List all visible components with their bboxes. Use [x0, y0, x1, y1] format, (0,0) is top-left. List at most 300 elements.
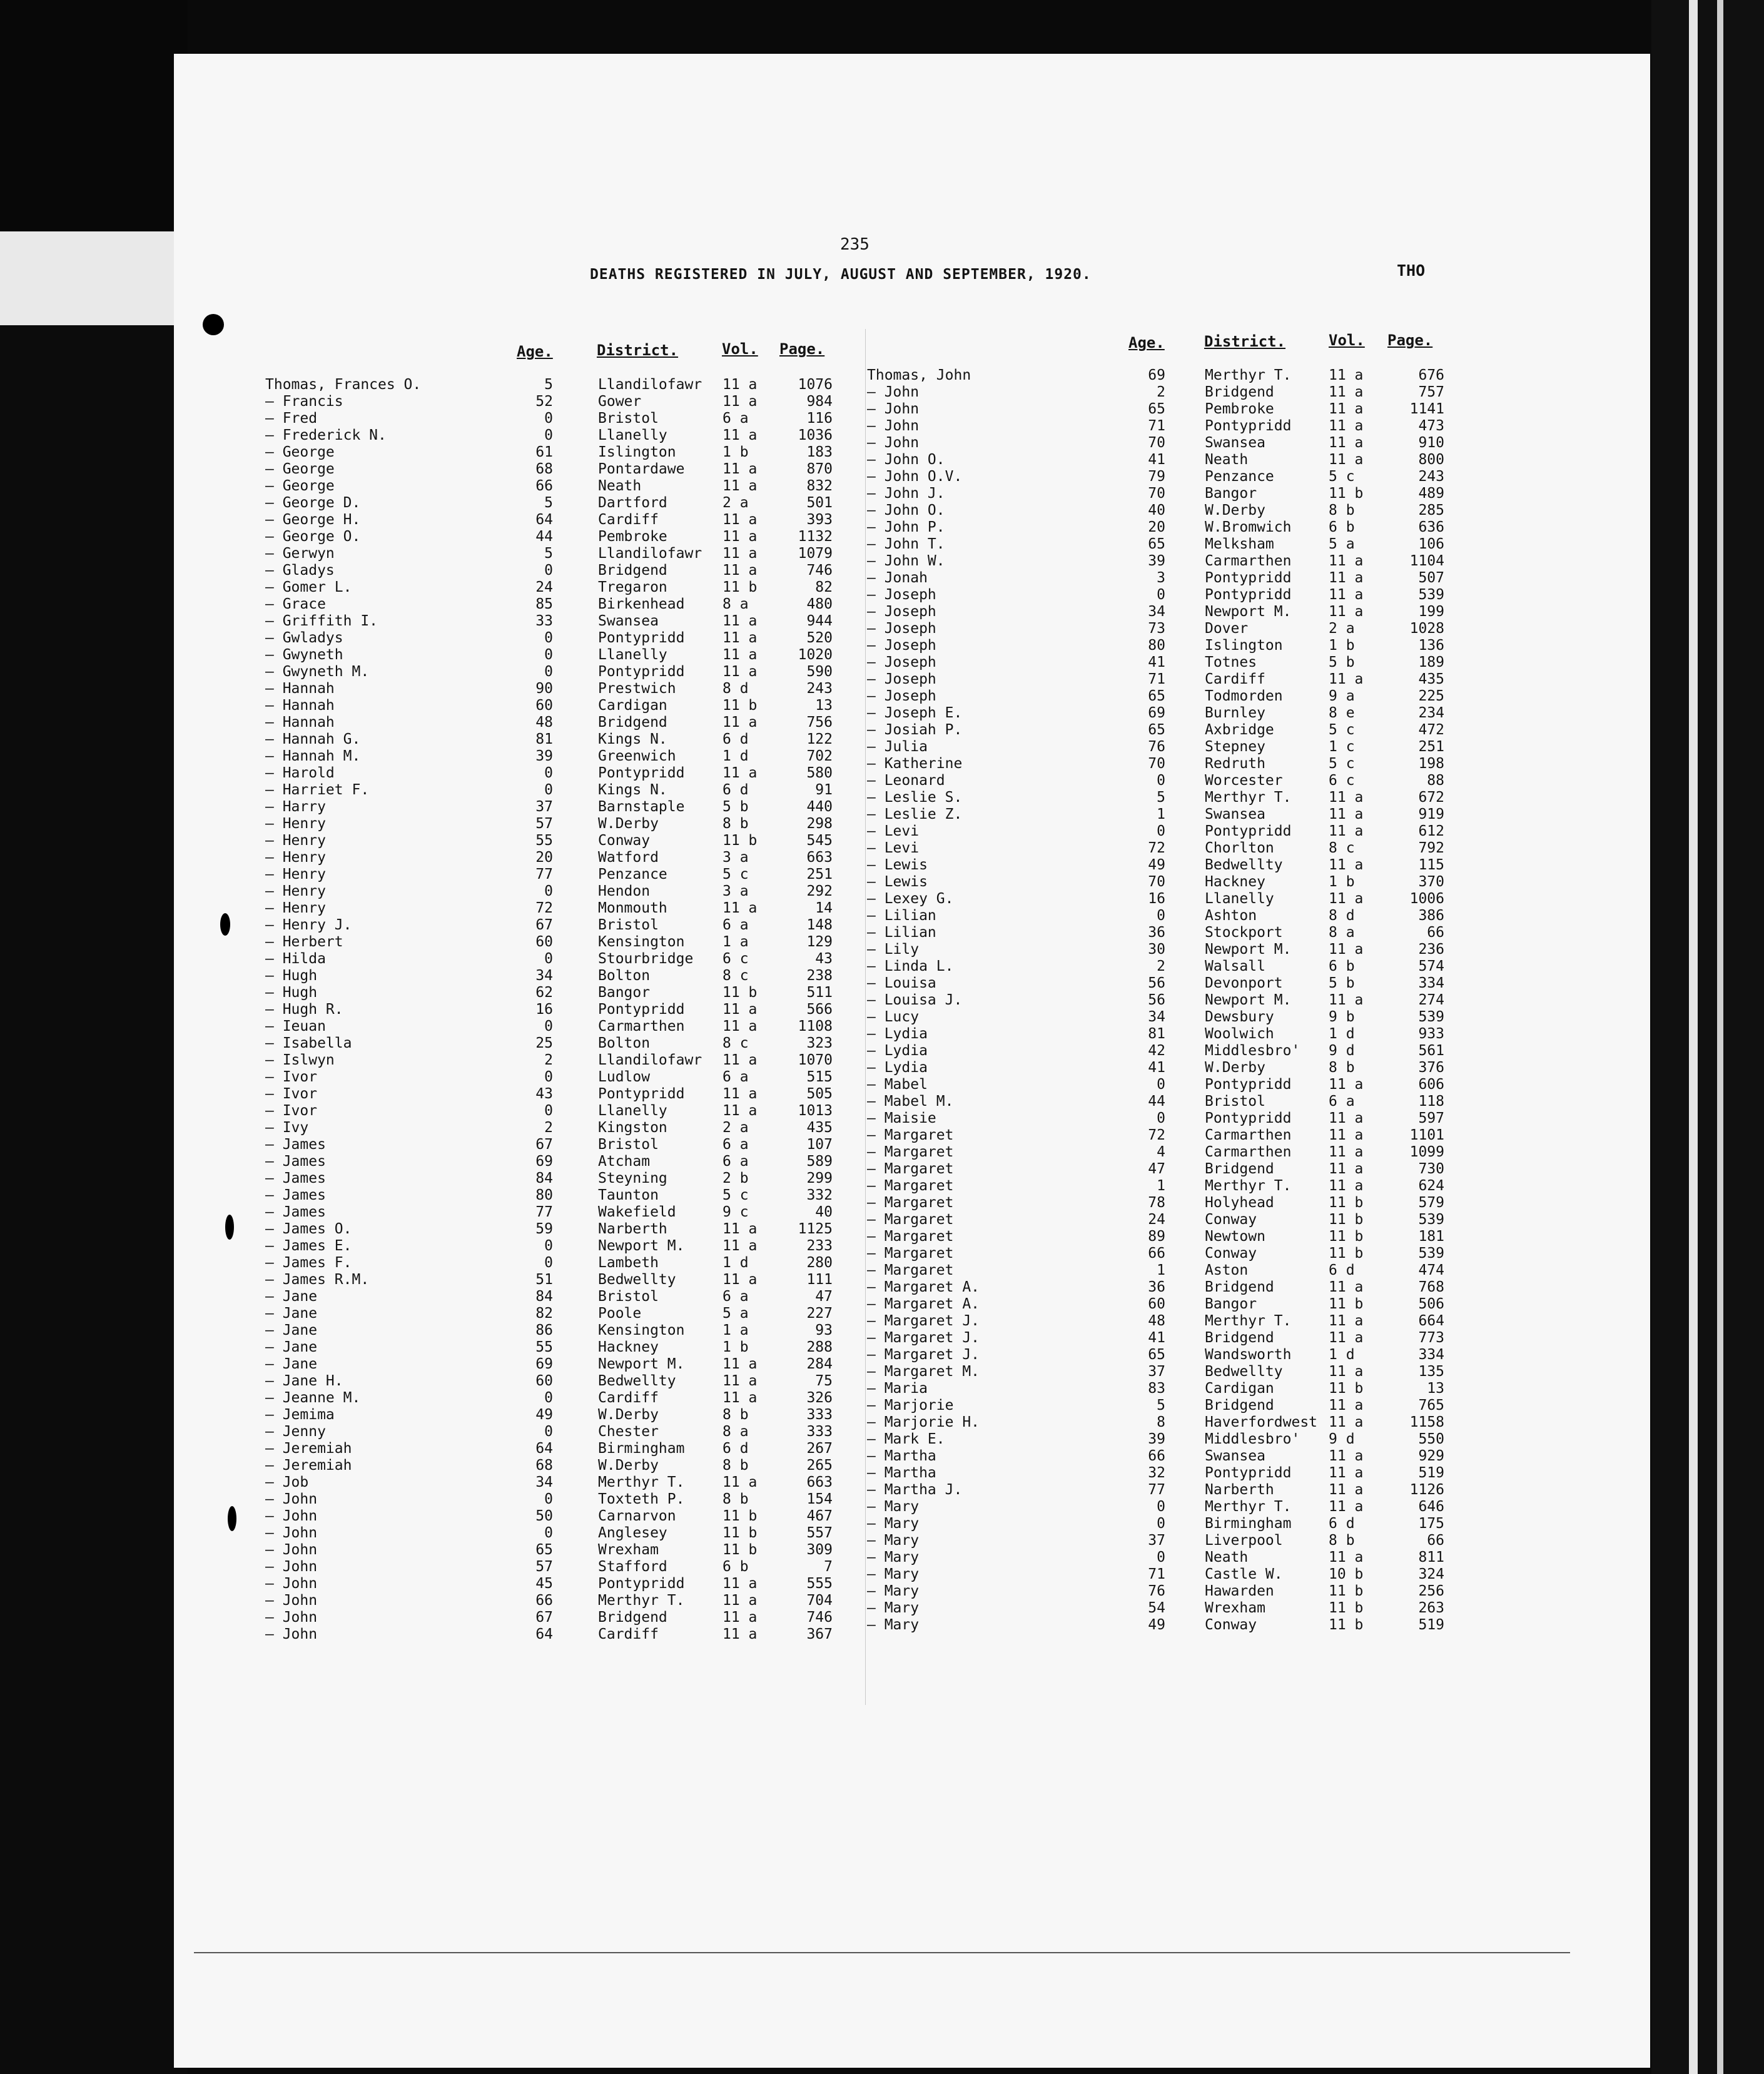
- entry-page: 13: [815, 697, 833, 714]
- entry-age: 2: [544, 1052, 553, 1068]
- punch-hole: [225, 1215, 234, 1240]
- entry-district: Carmarthen: [1205, 553, 1292, 569]
- entry-district: Bridgend: [1205, 1161, 1274, 1177]
- entry-page: 309: [806, 1542, 833, 1558]
- bottom-rule: [194, 1952, 1570, 1953]
- entry-district: Pembroke: [598, 529, 667, 545]
- entry-age: 16: [535, 1001, 553, 1018]
- entry-page: 467: [806, 1508, 833, 1524]
- entry-vol: 11 b: [722, 1508, 758, 1524]
- entry-page: 511: [806, 984, 833, 1001]
- entry-age: 2: [544, 1120, 553, 1136]
- entry-name: — James: [265, 1204, 326, 1220]
- entry-page: 612: [1418, 823, 1444, 839]
- entry-page: 1099: [1409, 1144, 1444, 1160]
- entry-name: — Henry: [265, 900, 326, 916]
- entry-name: — Margaret: [867, 1144, 954, 1160]
- entry-vol: 11 a: [1329, 1465, 1364, 1481]
- punch-hole: [228, 1506, 236, 1531]
- entry-vol: 5 b: [1329, 654, 1355, 670]
- entry-name: — John: [265, 1576, 318, 1592]
- entry-vol: 5 a: [722, 1305, 749, 1322]
- entry-page: 14: [815, 900, 833, 916]
- entry-age: 0: [544, 562, 553, 579]
- entry-district: Conway: [1205, 1212, 1257, 1228]
- entry-district: Bedwellty: [598, 1373, 676, 1389]
- entry-name: — Ivy: [265, 1120, 309, 1136]
- entry-age: 70: [1148, 756, 1165, 772]
- entry-name: — Francis: [265, 393, 343, 410]
- entry-name: — Lydia: [867, 1060, 928, 1076]
- entry-age: 90: [535, 680, 553, 697]
- entry-district: Liverpool: [1205, 1532, 1283, 1549]
- entry-age: 8: [1157, 1414, 1165, 1430]
- entry-age: 0: [544, 1424, 553, 1440]
- entry-page: 489: [1418, 485, 1444, 502]
- entry-page: 435: [806, 1120, 833, 1136]
- entry-age: 0: [544, 1103, 553, 1119]
- entry-name: — Margaret: [867, 1228, 954, 1245]
- entry-vol: 11 a: [1329, 1127, 1364, 1143]
- entry-page: 646: [1418, 1499, 1444, 1515]
- entry-vol: 11 a: [1329, 823, 1364, 839]
- entry-district: Penzance: [1205, 468, 1274, 485]
- entry-age: 0: [544, 664, 553, 680]
- entry-vol: 9 d: [1329, 1431, 1355, 1447]
- entry-vol: 11 a: [722, 630, 758, 646]
- entry-vol: 11 a: [1329, 1144, 1364, 1160]
- entry-vol: 11 a: [1329, 1178, 1364, 1194]
- entry-district: Penzance: [598, 866, 667, 883]
- entry-vol: 11 b: [1329, 1380, 1364, 1397]
- entry-name: — Margaret: [867, 1195, 954, 1211]
- entry-name: — Griffith I.: [265, 613, 378, 629]
- entry-age: 0: [1157, 772, 1165, 789]
- entry-age: 69: [535, 1356, 553, 1372]
- entry-age: 50: [535, 1508, 553, 1524]
- entry-page: 88: [1427, 772, 1444, 789]
- entry-vol: 6 a: [722, 410, 749, 427]
- entry-district: Hendon: [598, 883, 651, 899]
- entry-page: 43: [815, 951, 833, 967]
- entry-district: Stafford: [598, 1559, 667, 1575]
- header-district: District.: [597, 341, 679, 359]
- entry-district: Poole: [598, 1305, 642, 1322]
- entry-age: 66: [535, 1592, 553, 1609]
- entry-page: 198: [1418, 756, 1444, 772]
- entry-age: 60: [535, 934, 553, 950]
- entry-page: 1028: [1409, 620, 1444, 637]
- entry-page: 579: [1418, 1195, 1444, 1211]
- entry-district: Bristol: [1205, 1093, 1265, 1110]
- entry-age: 67: [535, 1609, 553, 1626]
- entry-district: Bangor: [1205, 1296, 1257, 1312]
- entry-page: 334: [1418, 1347, 1444, 1363]
- entry-page: 1108: [798, 1018, 833, 1034]
- entry-name: — Jonah: [867, 570, 928, 586]
- entry-district: Carmarthen: [1205, 1144, 1292, 1160]
- entry-district: Llandilofawr: [598, 1052, 702, 1068]
- entry-name: Thomas, Frances O.: [265, 377, 422, 393]
- entry-name: — John: [265, 1491, 318, 1507]
- entry-vol: 11 a: [722, 1086, 758, 1102]
- entry-page: 539: [1418, 1245, 1444, 1262]
- entry-name: — Henry J.: [265, 917, 352, 933]
- entry-name: — John: [265, 1542, 318, 1558]
- entry-age: 60: [535, 1373, 553, 1389]
- entry-vol: 11 a: [722, 1238, 758, 1254]
- entry-district: Middlesbro': [1205, 1431, 1300, 1447]
- entry-district: Chorlton: [1205, 840, 1274, 856]
- entry-name: — George O.: [265, 529, 361, 545]
- entry-page: 135: [1418, 1363, 1444, 1380]
- entry-age: 34: [535, 968, 553, 984]
- entry-vol: 11 b: [1329, 1212, 1364, 1228]
- entry-district: Newport M.: [1205, 992, 1292, 1008]
- entry-vol: 11 a: [1329, 1363, 1364, 1380]
- entry-name: — Joseph: [867, 688, 936, 704]
- entry-name: — Jeremiah: [265, 1440, 352, 1457]
- entry-name: — Gwyneth: [265, 647, 343, 663]
- entry-age: 66: [1148, 1245, 1165, 1262]
- entry-name: — Gomer L.: [265, 579, 352, 595]
- entry-name: — Margaret J.: [867, 1347, 980, 1363]
- entry-name: — Mary: [867, 1549, 920, 1566]
- entry-vol: 11 a: [722, 647, 758, 663]
- entry-vol: 8 c: [722, 1035, 749, 1051]
- entry-vol: 8 b: [722, 1407, 749, 1423]
- entry-page: 515: [806, 1069, 833, 1085]
- entry-name: — John O.V.: [867, 468, 963, 485]
- entry-age: 33: [535, 613, 553, 629]
- entry-page: 746: [806, 562, 833, 579]
- entry-page: 1036: [798, 427, 833, 443]
- entry-page: 440: [806, 799, 833, 815]
- entry-age: 64: [535, 1440, 553, 1457]
- entry-district: Pontypridd: [598, 630, 685, 646]
- entry-age: 41: [1148, 1060, 1165, 1076]
- entry-name: — Margaret J.: [867, 1313, 980, 1329]
- entry-district: Bridgend: [598, 714, 667, 731]
- entry-name: — John: [265, 1592, 318, 1609]
- entry-name: — Mary: [867, 1583, 920, 1599]
- entry-name: — John J.: [867, 485, 945, 502]
- entry-page: 730: [1418, 1161, 1444, 1177]
- entry-district: Kensington: [598, 934, 685, 950]
- entry-age: 0: [544, 410, 553, 427]
- entry-name: — Hannah G.: [265, 731, 361, 747]
- entry-age: 16: [1148, 891, 1165, 907]
- entry-name: Thomas, John: [867, 367, 971, 383]
- entry-district: Birmingham: [1205, 1515, 1292, 1532]
- entry-district: Bridgend: [1205, 1279, 1274, 1295]
- entry-name: — Jane: [265, 1339, 318, 1355]
- entry-district: Merthyr T.: [1205, 1499, 1292, 1515]
- entry-district: Neath: [1205, 1549, 1249, 1566]
- entry-age: 47: [1148, 1161, 1165, 1177]
- entry-vol: 11 b: [1329, 1228, 1364, 1245]
- entry-page: 597: [1418, 1110, 1444, 1126]
- entry-name: — Jane: [265, 1288, 318, 1305]
- entry-name: — John W.: [867, 553, 945, 569]
- entry-vol: 11 a: [1329, 992, 1364, 1008]
- entry-name: — Josiah P.: [867, 722, 963, 738]
- entry-age: 36: [1148, 924, 1165, 941]
- entry-age: 65: [1148, 536, 1165, 552]
- entry-age: 5: [544, 495, 553, 511]
- entry-page: 386: [1418, 908, 1444, 924]
- entry-district: Merthyr T.: [598, 1592, 685, 1609]
- entry-vol: 3 a: [722, 849, 749, 866]
- entry-vol: 11 a: [722, 900, 758, 916]
- entry-page: 933: [1418, 1026, 1444, 1042]
- entry-name: — Mary: [867, 1515, 920, 1532]
- entry-page: 175: [1418, 1515, 1444, 1532]
- entry-page: 106: [1418, 536, 1444, 552]
- entry-name: — Isabella: [265, 1035, 352, 1051]
- entry-age: 0: [1157, 587, 1165, 603]
- entry-age: 65: [1148, 401, 1165, 417]
- entry-page: 267: [806, 1440, 833, 1457]
- entry-name: — Job: [265, 1474, 309, 1490]
- entry-age: 81: [1148, 1026, 1165, 1042]
- entry-age: 34: [1148, 1009, 1165, 1025]
- entry-page: 1132: [798, 529, 833, 545]
- entry-page: 539: [1418, 587, 1444, 603]
- entry-district: Hawarden: [1205, 1583, 1274, 1599]
- entry-vol: 11 a: [1329, 857, 1364, 873]
- entry-age: 72: [1148, 1127, 1165, 1143]
- entry-name: — Maria: [867, 1380, 928, 1397]
- entry-vol: 6 b: [1329, 519, 1355, 535]
- entry-age: 69: [535, 1153, 553, 1170]
- entry-district: Bangor: [598, 984, 651, 1001]
- entry-district: Kingston: [598, 1120, 667, 1136]
- entry-name: — John: [265, 1626, 318, 1642]
- entry-name: — Hannah M.: [265, 748, 361, 764]
- entry-page: 91: [815, 782, 833, 798]
- entry-age: 0: [544, 951, 553, 967]
- entry-age: 0: [544, 630, 553, 646]
- entry-name: — Harriet F.: [265, 782, 370, 798]
- entry-page: 557: [806, 1525, 833, 1541]
- entry-name: — John: [867, 384, 920, 400]
- entry-page: 118: [1418, 1093, 1444, 1110]
- entry-page: 225: [1418, 688, 1444, 704]
- entry-page: 507: [1418, 570, 1444, 586]
- entry-vol: 8 e: [1329, 705, 1355, 721]
- entry-name: — John: [867, 418, 920, 434]
- entry-age: 39: [1148, 553, 1165, 569]
- entry-vol: 6 d: [1329, 1515, 1355, 1532]
- entry-vol: 11 b: [722, 579, 758, 595]
- entry-vol: 11 a: [722, 1592, 758, 1609]
- entry-page: 792: [1418, 840, 1444, 856]
- entry-name: — Frederick N.: [265, 427, 387, 443]
- entry-page: 189: [1418, 654, 1444, 670]
- entry-district: Carmarthen: [598, 1018, 685, 1034]
- entry-vol: 11 a: [1329, 789, 1364, 806]
- entry-age: 60: [1148, 1296, 1165, 1312]
- entry-age: 80: [1148, 637, 1165, 654]
- entry-age: 4: [1157, 1144, 1165, 1160]
- entry-page: 1126: [1409, 1482, 1444, 1498]
- entry-age: 34: [535, 1474, 553, 1490]
- entry-age: 24: [1148, 1212, 1165, 1228]
- entry-district: Burnley: [1205, 705, 1265, 721]
- entry-page: 236: [1418, 941, 1444, 958]
- entry-name: — John T.: [867, 536, 945, 552]
- entry-district: W.Derby: [598, 1457, 659, 1474]
- entry-district: Bristol: [598, 917, 659, 933]
- entry-name: — Mary: [867, 1499, 920, 1515]
- entry-vol: 8 b: [1329, 1060, 1355, 1076]
- entry-vol: 11 a: [1329, 1313, 1364, 1329]
- entry-district: Swansea: [598, 613, 659, 629]
- entry-district: Wakefield: [598, 1204, 676, 1220]
- entry-name: — Joseph: [867, 587, 936, 603]
- entry-name: — Margaret: [867, 1245, 954, 1262]
- entry-age: 76: [1148, 1583, 1165, 1599]
- entry-age: 1: [1157, 1178, 1165, 1194]
- entry-district: Cardigan: [1205, 1380, 1274, 1397]
- entry-age: 64: [535, 1626, 553, 1642]
- entry-name: — Jeremiah: [265, 1457, 352, 1474]
- scan-border-left-band: [0, 231, 188, 325]
- entry-district: Lambeth: [598, 1255, 659, 1271]
- entry-age: 2: [1157, 958, 1165, 974]
- entry-age: 70: [1148, 485, 1165, 502]
- entry-vol: 5 c: [1329, 722, 1355, 738]
- entry-district: Chester: [598, 1424, 659, 1440]
- entry-vol: 8 c: [722, 968, 749, 984]
- entry-vol: 11 a: [722, 1373, 758, 1389]
- entry-district: Swansea: [1205, 1448, 1265, 1464]
- header-district: District.: [1204, 333, 1286, 350]
- entry-page: 870: [806, 461, 833, 477]
- entry-page: 561: [1418, 1043, 1444, 1059]
- header-page: Page.: [1387, 331, 1433, 349]
- entry-page: 256: [1418, 1583, 1444, 1599]
- entry-name: — Joseph: [867, 637, 936, 654]
- header-page: Page.: [779, 340, 825, 358]
- entry-age: 44: [535, 529, 553, 545]
- entry-name: — Mark E.: [867, 1431, 945, 1447]
- entry-district: Bedwellty: [598, 1272, 676, 1288]
- entry-name: — Marjorie H.: [867, 1414, 980, 1430]
- entry-page: 539: [1418, 1009, 1444, 1025]
- entry-age: 0: [1157, 1515, 1165, 1532]
- entry-vol: 8 c: [1329, 840, 1355, 856]
- entry-page: 115: [1418, 857, 1444, 873]
- entry-district: Newport M.: [1205, 604, 1292, 620]
- entry-vol: 6 a: [1329, 1093, 1355, 1110]
- entry-page: 263: [1418, 1600, 1444, 1616]
- entry-district: Pontypridd: [1205, 418, 1292, 434]
- entry-page: 280: [806, 1255, 833, 1271]
- entry-vol: 11 a: [1329, 671, 1364, 687]
- entry-vol: 11 a: [1329, 1161, 1364, 1177]
- entry-vol: 11 a: [1329, 1110, 1364, 1126]
- entry-page: 473: [1418, 418, 1444, 434]
- entry-district: Devonport: [1205, 975, 1283, 991]
- entry-age: 65: [535, 1542, 553, 1558]
- entry-vol: 1 d: [1329, 1347, 1355, 1363]
- entry-page: 506: [1418, 1296, 1444, 1312]
- entry-vol: 1 b: [1329, 637, 1355, 654]
- entry-district: Worcester: [1205, 772, 1283, 789]
- entry-page: 676: [1418, 367, 1444, 383]
- entry-age: 71: [1148, 671, 1165, 687]
- entry-name: — Levi: [867, 840, 920, 856]
- entry-age: 49: [1148, 857, 1165, 873]
- entry-page: 265: [806, 1457, 833, 1474]
- entry-district: Merthyr T.: [1205, 1313, 1292, 1329]
- entry-age: 68: [535, 1457, 553, 1474]
- entry-age: 5: [1157, 789, 1165, 806]
- entry-page: 1076: [798, 377, 833, 393]
- entry-district: W.Derby: [1205, 1060, 1265, 1076]
- entry-district: Cardiff: [598, 1390, 659, 1406]
- entry-district: Bristol: [598, 1136, 659, 1153]
- entry-age: 73: [1148, 620, 1165, 637]
- entry-district: Pontypridd: [598, 765, 685, 781]
- entry-age: 0: [1157, 1110, 1165, 1126]
- entry-district: Middlesbro': [1205, 1043, 1300, 1059]
- entry-age: 0: [544, 1525, 553, 1541]
- entry-name: — Mabel: [867, 1076, 928, 1093]
- entry-district: Melksham: [1205, 536, 1274, 552]
- entry-age: 54: [1148, 1600, 1165, 1616]
- entry-name: — John: [265, 1525, 318, 1541]
- entry-age: 76: [1148, 739, 1165, 755]
- entry-vol: 10 b: [1329, 1566, 1364, 1582]
- entry-district: Conway: [1205, 1245, 1257, 1262]
- entry-page: 474: [1418, 1262, 1444, 1278]
- entry-vol: 11 a: [1329, 1448, 1364, 1464]
- entry-age: 30: [1148, 941, 1165, 958]
- entry-vol: 6 a: [722, 1069, 749, 1085]
- entry-name: — Hannah: [265, 680, 335, 697]
- entry-page: 624: [1418, 1178, 1444, 1194]
- entry-page: 111: [806, 1272, 833, 1288]
- entry-vol: 11 a: [1329, 435, 1364, 451]
- entry-name: — James E.: [265, 1238, 352, 1254]
- entry-vol: 11 a: [722, 1001, 758, 1018]
- entry-vol: 2 a: [722, 1120, 749, 1136]
- entry-district: Wrexham: [598, 1542, 659, 1558]
- entry-name: — Martha J.: [867, 1482, 963, 1498]
- entry-age: 5: [1157, 1397, 1165, 1414]
- entry-district: Bolton: [598, 968, 651, 984]
- entry-page: 154: [806, 1491, 833, 1507]
- entry-age: 56: [1148, 992, 1165, 1008]
- entry-name: — John O.: [867, 452, 945, 468]
- entry-page: 324: [1418, 1566, 1444, 1582]
- entry-name: — Joseph: [867, 604, 936, 620]
- entry-vol: 11 a: [722, 1390, 758, 1406]
- entry-vol: 6 c: [722, 951, 749, 967]
- entry-age: 32: [1148, 1465, 1165, 1481]
- entry-age: 51: [535, 1272, 553, 1288]
- entry-age: 39: [535, 748, 553, 764]
- entry-name: — Mary: [867, 1600, 920, 1616]
- index-corner-label: THO: [1397, 261, 1426, 280]
- entry-age: 81: [535, 731, 553, 747]
- entry-district: W.Bromwich: [1205, 519, 1292, 535]
- entry-age: 89: [1148, 1228, 1165, 1245]
- entry-name: — Jane: [265, 1356, 318, 1372]
